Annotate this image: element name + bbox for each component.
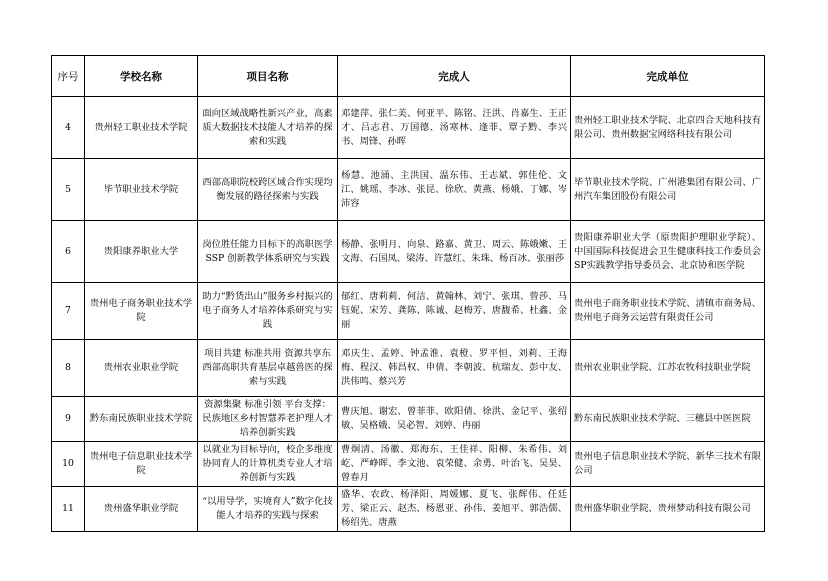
project-name: 助力“黔货出山”服务乡村振兴的电子商务人才培养体系研究与实践 bbox=[198, 283, 338, 340]
project-name: 资源集聚 标准引领 平台支撑：民族地区乡村智慧养老护理人才培养创新实践 bbox=[198, 397, 338, 442]
project-name: 以就业为目标导向，校企多维度协同育人的计算机类专业人才培养创新与实践 bbox=[198, 442, 338, 487]
completers: 杨慧、池涌、主洪国、温东伟、王志斌、郭佳伦、文江、姚瑶、李冰、张昆、徐欣、黄燕、杨娥、丁娜、岑沛容 bbox=[338, 159, 571, 221]
header-people: 完成人 bbox=[338, 56, 571, 97]
completing-units: 贵州盛华职业学院、贵州梦动科技有限公司 bbox=[571, 487, 765, 532]
school-name: 贵阳康养职业大学 bbox=[85, 221, 198, 283]
completers: 邓建萍、张仁美、何亚平、陈铭、汪洪、肖嘉生、王正才、吕志君、万国德、汤寒林、逢菲、覃子黔、李兴书、周锋、孙晖 bbox=[338, 97, 571, 159]
school-name: 贵州农业职业学院 bbox=[85, 340, 198, 397]
table-row bbox=[52, 97, 765, 159]
row-index: 10 bbox=[52, 442, 85, 487]
table-row bbox=[52, 487, 765, 532]
completers: 曹庆旭、谢宏、曾菲菲、欧阳倩、徐洪、金记平、张绍敏、吴格娥、吴必智、刘婷、冉丽 bbox=[338, 397, 571, 442]
row-index: 4 bbox=[52, 97, 85, 159]
header-project: 项目名称 bbox=[198, 56, 338, 97]
row-index: 6 bbox=[52, 221, 85, 283]
completing-units: 贵州农业职业学院、江苏农牧科技职业学院 bbox=[571, 340, 765, 397]
table-row bbox=[52, 397, 765, 442]
project-name: 面向区域战略性新兴产业，高素质大数据技术技能人才培养的探索和实践 bbox=[198, 97, 338, 159]
header-school: 学校名称 bbox=[85, 56, 198, 97]
row-index: 8 bbox=[52, 340, 85, 397]
table-row bbox=[52, 442, 765, 487]
project-name: 西部高职院校跨区域合作实现均衡发展的路径探索与实践 bbox=[198, 159, 338, 221]
completing-units: 贵州电子商务职业技术学院、清镇市商务局、贵州电子商务云运营有限责任公司 bbox=[571, 283, 765, 340]
header-row bbox=[52, 56, 765, 97]
school-name: 毕节职业技术学院 bbox=[85, 159, 198, 221]
completing-units: 毕节职业技术学院、广州港集团有限公司、广州汽车集团股份有限公司 bbox=[571, 159, 765, 221]
row-index: 7 bbox=[52, 283, 85, 340]
project-name: “以用导学，实境育人”数字化技能人才培养的实践与探索 bbox=[198, 487, 338, 532]
completers: 邓庆生、孟婷、钟孟淮、袁橙、罗平恒、刘莉、王海梅、程汉、韩昌权、申倩、李朝波、杭瑞友、彭中友、洪伟鸣、蔡兴芳 bbox=[338, 340, 571, 397]
completers: 盛华、农政、杨泽阳、周媛娜、夏飞、张辉伟、任廷芳、梁正云、赵杰、杨恩亚、孙伟、姜旭平、郭浩儒、杨绍先、唐燕 bbox=[338, 487, 571, 532]
project-name: 项目共建 标准共用 资源共享东西部高职共育基层卓越兽医的探索与实践 bbox=[198, 340, 338, 397]
header-index: 序号 bbox=[52, 56, 85, 97]
school-name: 贵州电子信息职业技术学院 bbox=[85, 442, 198, 487]
school-name: 黔东南民族职业技术学院 bbox=[85, 397, 198, 442]
achievements-table bbox=[51, 55, 765, 532]
completers: 曹炯清、汤徽、郑海东、王佳祥、阳柳、朱希伟、刘屹、严峥晖、李文池、袁荣健、余勇、叶治飞、吴昊、曾春月 bbox=[338, 442, 571, 487]
row-index: 11 bbox=[52, 487, 85, 532]
row-index: 9 bbox=[52, 397, 85, 442]
completing-units: 黔东南民族职业技术学院、三穗县中医医院 bbox=[571, 397, 765, 442]
completers: 郁红、唐莉莉、何洁、黄翰林、刘宁、张琪、曾莎、马钰妮、宋芳、龚陈、陈诚、赵梅芳、唐馥希、杜鑫、金丽 bbox=[338, 283, 571, 340]
table-row bbox=[52, 283, 765, 340]
table-row bbox=[52, 221, 765, 283]
header-unit: 完成单位 bbox=[571, 56, 765, 97]
school-name: 贵州轻工职业技术学院 bbox=[85, 97, 198, 159]
completing-units: 贵州轻工职业技术学院、北京四合天地科技有限公司、贵州数据宝网络科技有限公司 bbox=[571, 97, 765, 159]
table-row bbox=[52, 159, 765, 221]
table-row bbox=[52, 340, 765, 397]
project-name: 岗位胜任能力目标下的高职医学SSP 创新教学体系研究与实践 bbox=[198, 221, 338, 283]
school-name: 贵州电子商务职业技术学院 bbox=[85, 283, 198, 340]
completing-units: 贵州电子信息职业技术学院、新华三技术有限公司 bbox=[571, 442, 765, 487]
completing-units: 贵阳康养职业大学（原贵阳护理职业学院）、中国国际科技促进会卫生健康科技工作委员会SP实践教学指导委员会、北京协和医学院 bbox=[571, 221, 765, 283]
school-name: 贵州盛华职业学院 bbox=[85, 487, 198, 532]
row-index: 5 bbox=[52, 159, 85, 221]
completers: 杨静、张明月、向泉、路嘉、黄卫、周云、陈娥嫩、王文海、石国凤、梁涛、许慧红、朱珠、杨百冰、张丽莎 bbox=[338, 221, 571, 283]
